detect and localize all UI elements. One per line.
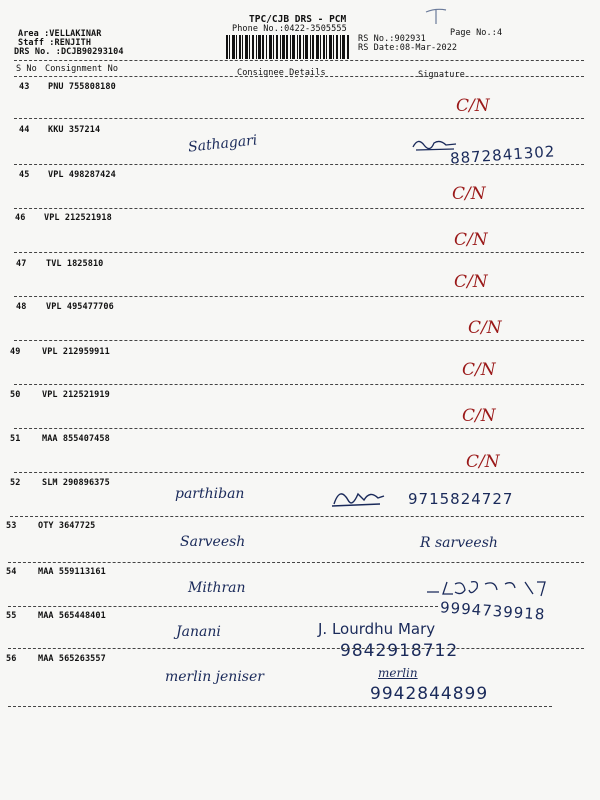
row-sno: 51: [10, 434, 21, 444]
col-consignment: Consignment No: [45, 64, 119, 74]
row-divider: [14, 118, 584, 119]
row-divider: [14, 208, 584, 209]
row-sno: 45: [19, 170, 30, 180]
col-consignee-details: Consignee Details: [237, 68, 326, 78]
row-consignment: VPL 212521919: [42, 390, 110, 400]
row-signature: merlin: [378, 666, 418, 680]
row-phone: 9842918712: [340, 641, 459, 661]
row-divider: [14, 384, 584, 385]
pen-mark-icon: [424, 6, 450, 28]
handwritten-signature-icon: [425, 578, 555, 598]
area-label: Area :VELLAKINAR: [18, 29, 102, 39]
barcode-image: [226, 35, 350, 59]
row-sno: 46: [15, 213, 26, 223]
header-bottom-divider: [14, 76, 584, 77]
row-signature: C/N: [454, 272, 488, 292]
row-consignment: TVL 1825810: [46, 259, 104, 269]
row-consignment: VPL 212521918: [44, 213, 112, 223]
row-divider: [14, 164, 584, 165]
row-divider: [14, 472, 584, 473]
staff-label: Staff :RENJITH: [18, 38, 92, 48]
row-receiver: Mithran: [188, 580, 246, 596]
page-number: Page No.:4: [450, 28, 503, 38]
row-consignment: MAA 559113161: [38, 567, 106, 577]
row-sno: 50: [10, 390, 21, 400]
phone-number: Phone No.:0422-3505555: [232, 24, 347, 34]
document-title: TPC/CJB DRS - PCM: [249, 14, 347, 25]
row-divider: [8, 606, 438, 607]
row-signature: C/N: [456, 96, 490, 116]
row-signature: C/N: [466, 452, 500, 472]
row-sno: 56: [6, 654, 17, 664]
row-divider: [14, 340, 584, 341]
col-signature: Signature: [418, 70, 465, 80]
row-sno: 47: [16, 259, 27, 269]
row-divider: [8, 706, 552, 707]
row-consignment: VPL 495477706: [46, 302, 114, 312]
row-receiver: merlin jeniser: [165, 669, 264, 685]
row-receiver: parthiban: [175, 486, 245, 502]
col-sno: S No: [16, 64, 37, 74]
row-divider: [14, 296, 584, 297]
row-divider: [8, 648, 584, 649]
row-sno: 53: [6, 521, 17, 531]
row-receiver: Sarveesh: [180, 534, 246, 550]
row-phone: 9942844899: [370, 684, 489, 704]
row-consignment: KKU 357214: [48, 125, 101, 135]
row-divider: [10, 516, 584, 517]
handwritten-signature-icon: [330, 482, 386, 512]
row-signature: R sarveesh: [420, 535, 498, 551]
row-receiver: Janani: [176, 624, 221, 640]
row-consignment: VPL 498287424: [48, 170, 116, 180]
row-signature: C/N: [468, 318, 502, 338]
row-receiver: Sathagari: [187, 132, 259, 156]
row-signature: J. Lourdhu Mary: [318, 620, 436, 638]
row-sno: 52: [10, 478, 21, 488]
row-divider: [14, 252, 584, 253]
row-consignment: OTY 3647725: [38, 521, 96, 531]
row-divider: [8, 562, 584, 563]
row-divider: [14, 428, 584, 429]
row-consignment: SLM 290896375: [42, 478, 110, 488]
row-sno: 43: [19, 82, 30, 92]
row-signature: C/N: [462, 360, 496, 380]
header-divider: [14, 60, 584, 61]
row-consignment: MAA 855407458: [42, 434, 110, 444]
row-consignment: VPL 212959911: [42, 347, 110, 357]
row-consignment: MAA 565263557: [38, 654, 106, 664]
row-signature: C/N: [452, 184, 486, 204]
row-signature: C/N: [462, 406, 496, 426]
row-consignment: MAA 565448401: [38, 611, 106, 621]
rs-number: RS No.:902931: [358, 34, 426, 44]
row-phone: 8872841302: [449, 142, 556, 168]
row-phone-extra: 9994739918: [439, 598, 546, 624]
drs-number: DRS No. :DCJB90293104: [14, 47, 124, 57]
rs-date: RS Date:08-Mar-2022: [358, 43, 458, 53]
row-signature: C/N: [454, 230, 488, 250]
row-sno: 48: [16, 302, 27, 312]
row-consignment: PNU 755808180: [48, 82, 116, 92]
row-sno: 44: [19, 125, 30, 135]
row-sno: 49: [10, 347, 21, 357]
row-sno: 55: [6, 611, 17, 621]
row-sno: 54: [6, 567, 17, 577]
row-phone: 9715824727: [408, 490, 514, 508]
